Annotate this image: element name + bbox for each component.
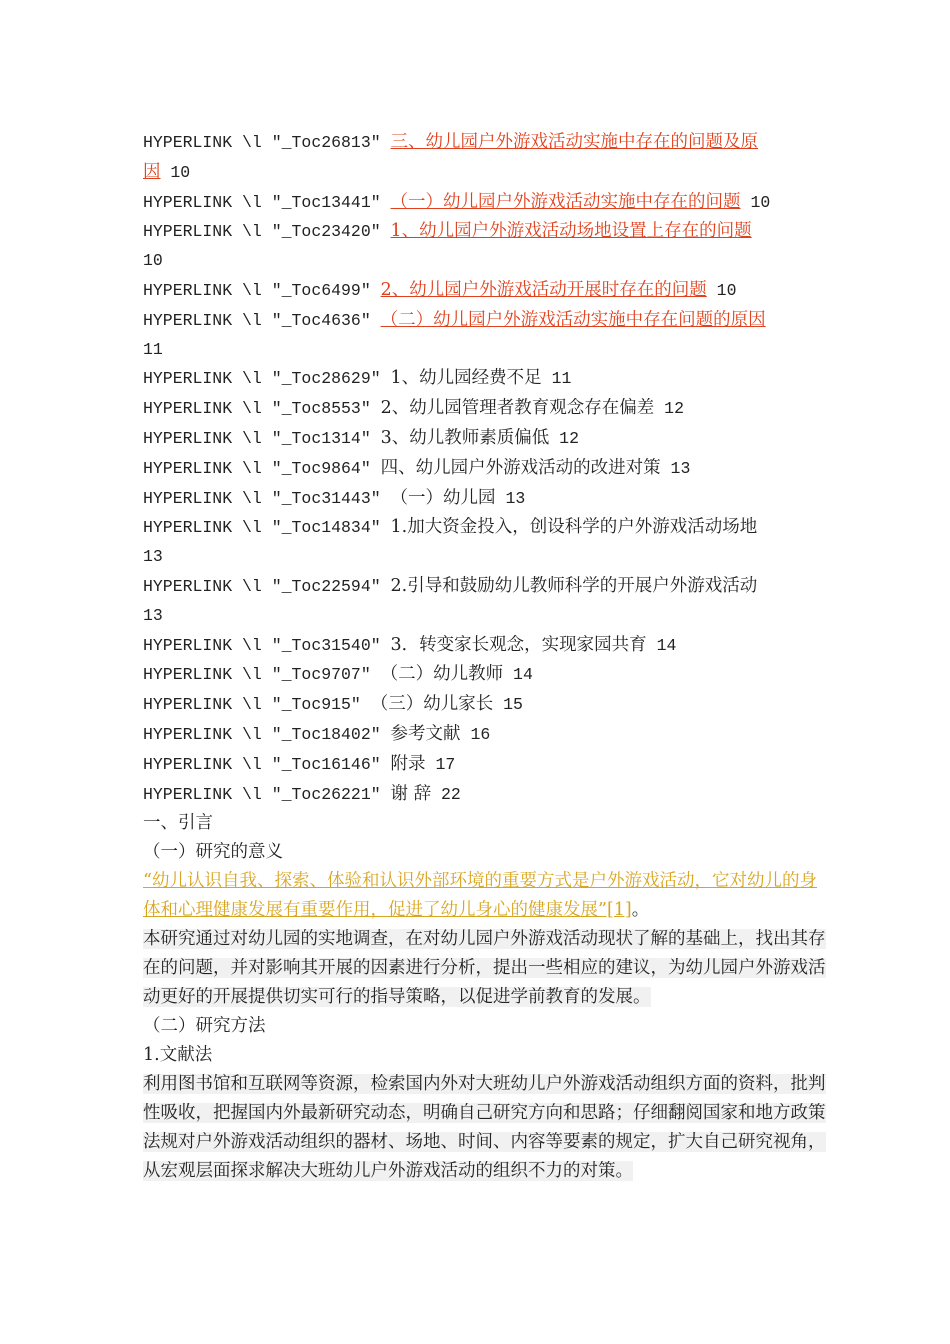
toc-page-number: 15 [493, 695, 523, 715]
toc-entry[interactable] [143, 276, 833, 306]
toc-page-number: 13 [143, 605, 163, 625]
toc-field-code: HYPERLINK \l "_Toc9707" [143, 665, 381, 685]
toc-entry [143, 660, 833, 690]
toc-title: 谢 辞 [390, 783, 432, 804]
toc-field-code: HYPERLINK \l "_Toc6499" [143, 280, 381, 300]
toc-field-code: HYPERLINK \l "_Toc8553" [143, 399, 381, 419]
toc-field-code: HYPERLINK \l "_Toc16146" [143, 754, 391, 774]
toc-title: 3．转变家长观念，实现家园共育 [390, 634, 647, 655]
toc-title: 2、幼儿园管理者教育观念存在偏差 [380, 398, 655, 419]
toc-title: 2.引导和鼓励幼儿教师科学的开展户外游戏活动 [390, 575, 758, 596]
toc-link[interactable]: （二）幼儿园户外游戏活动实施中存在问题的原因 [380, 309, 766, 330]
subsection-heading: （一）研究的意义 [143, 842, 283, 863]
toc-page-number: 10 [143, 251, 163, 271]
toc-title: （三）幼儿家长 [370, 694, 494, 715]
table-of-contents [143, 128, 833, 809]
toc-entry [143, 364, 833, 394]
toc-page-number: 16 [460, 724, 491, 744]
toc-title: （一）幼儿园 [390, 487, 496, 508]
toc-page-number: 11 [541, 369, 572, 389]
toc-title: 四、幼儿园户外游戏活动的改进对策 [380, 457, 661, 478]
toc-entry[interactable] [143, 217, 833, 247]
quote-paragraph [143, 867, 833, 925]
toc-entry [143, 750, 833, 780]
toc-page-number: 13 [495, 488, 526, 508]
toc-page-number: 13 [143, 547, 163, 567]
toc-page-number: 12 [654, 399, 684, 419]
toc-entry [143, 513, 833, 543]
toc-entry [143, 484, 833, 514]
toc-entry [143, 780, 833, 810]
toc-field-code: HYPERLINK \l "_Toc13441" [143, 192, 391, 212]
toc-link[interactable]: 2、幼儿园户外游戏活动开展时存在的问题 [380, 279, 707, 300]
quote-end-punctuation: 。 [631, 899, 650, 920]
toc-title: 1、幼儿园经费不足 [390, 368, 542, 389]
paragraph-text: 利用图书馆和互联网等资源，检索国内外对大班幼儿户外游戏活动组织方面的资料，批判性吸收，把握国内外最新研究动态，明确自己研究方向和思路；仔细翻阅国家和地方政策法规对户外游戏活动组织的器材、场地、时间、内容等要素的规定，扩大自己研究视角，从宏观层面探求解决大班幼儿户外游戏活动的组织不力的对策。 [143, 1073, 826, 1181]
toc-link[interactable]: 1、幼儿园户外游戏活动场地设置上存在的问题 [390, 221, 752, 242]
toc-field-code: HYPERLINK \l "_Toc14834" [143, 518, 391, 538]
document-body [143, 809, 833, 1185]
toc-page-number: 22 [431, 784, 461, 804]
toc-field-code: HYPERLINK \l "_Toc22594" [143, 576, 391, 596]
toc-field-code: HYPERLINK \l "_Toc23420" [143, 222, 391, 242]
toc-title: 1.加大资金投入，创设科学的户外游戏活动场地 [390, 517, 758, 538]
toc-page-number: 14 [646, 635, 677, 655]
toc-entry [143, 720, 833, 750]
toc-page-number: 14 [503, 665, 533, 685]
document-page [143, 128, 833, 1186]
body-paragraph [143, 1070, 833, 1186]
toc-page-number: 13 [660, 458, 691, 478]
toc-field-code: HYPERLINK \l "_Toc31540" [143, 635, 391, 655]
toc-entry[interactable] [143, 306, 833, 336]
toc-field-code: HYPERLINK \l "_Toc915" [143, 695, 371, 715]
toc-entry-continued [143, 158, 833, 188]
toc-title: 3、幼儿教师素质偏低 [380, 427, 550, 448]
toc-field-code: HYPERLINK \l "_Toc28629" [143, 369, 391, 389]
citation-quote-link[interactable]: “幼儿认识自我、探索、体验和认识外部环境的重要方式是户外游戏活动，它对幼儿的身体和心理健康发展有重要作用，促进了幼儿身心的健康发展”[1] [143, 870, 817, 920]
toc-entry [143, 631, 833, 661]
toc-page-number: 17 [425, 754, 456, 774]
toc-page-number: 10 [740, 192, 771, 212]
toc-field-code: HYPERLINK \l "_Toc31443" [143, 488, 391, 508]
toc-page-number: 10 [160, 162, 191, 182]
paragraph-text: 本研究通过对幼儿园的实地调查，在对幼儿园户外游戏活动现状了解的基础上，找出其存在的问题，并对影响其开展的因素进行分析，提出一些相应的建议，为幼儿园户外游戏活动更好的开展提供切实可行的指导策略，以促进学前教育的发展。 [143, 928, 826, 1007]
subsection-heading: （二）研究方法 [143, 1015, 266, 1036]
toc-entry [143, 454, 833, 484]
toc-field-code: HYPERLINK \l "_Toc26221" [143, 784, 391, 804]
body-paragraph [143, 925, 833, 1012]
section-heading: 一、引言 [143, 813, 213, 834]
toc-entry [143, 424, 833, 454]
toc-title: （二）幼儿教师 [380, 664, 504, 685]
toc-entry [143, 572, 833, 602]
toc-entry[interactable] [143, 188, 833, 218]
toc-entry[interactable] [143, 128, 833, 158]
toc-field-code: HYPERLINK \l "_Toc4636" [143, 310, 381, 330]
toc-field-code: HYPERLINK \l "_Toc26813" [143, 133, 391, 152]
toc-title: 参考文献 [390, 723, 461, 744]
toc-link[interactable]: 三、幼儿园户外游戏活动实施中存在的问题及原 [390, 132, 759, 152]
toc-entry [143, 690, 833, 720]
toc-field-code: HYPERLINK \l "_Toc18402" [143, 724, 391, 744]
toc-field-code: HYPERLINK \l "_Toc9864" [143, 458, 381, 478]
toc-page-number: 10 [706, 280, 737, 300]
toc-title: 附录 [390, 753, 426, 774]
method-heading: 1.文献法 [143, 1044, 213, 1065]
toc-page-number: 11 [143, 339, 163, 359]
toc-link[interactable]: 因 [143, 161, 161, 182]
toc-page-number: 12 [549, 428, 579, 448]
toc-entry [143, 394, 833, 424]
toc-field-code: HYPERLINK \l "_Toc1314" [143, 428, 381, 448]
toc-link[interactable]: （一）幼儿园户外游戏活动实施中存在的问题 [390, 191, 741, 212]
